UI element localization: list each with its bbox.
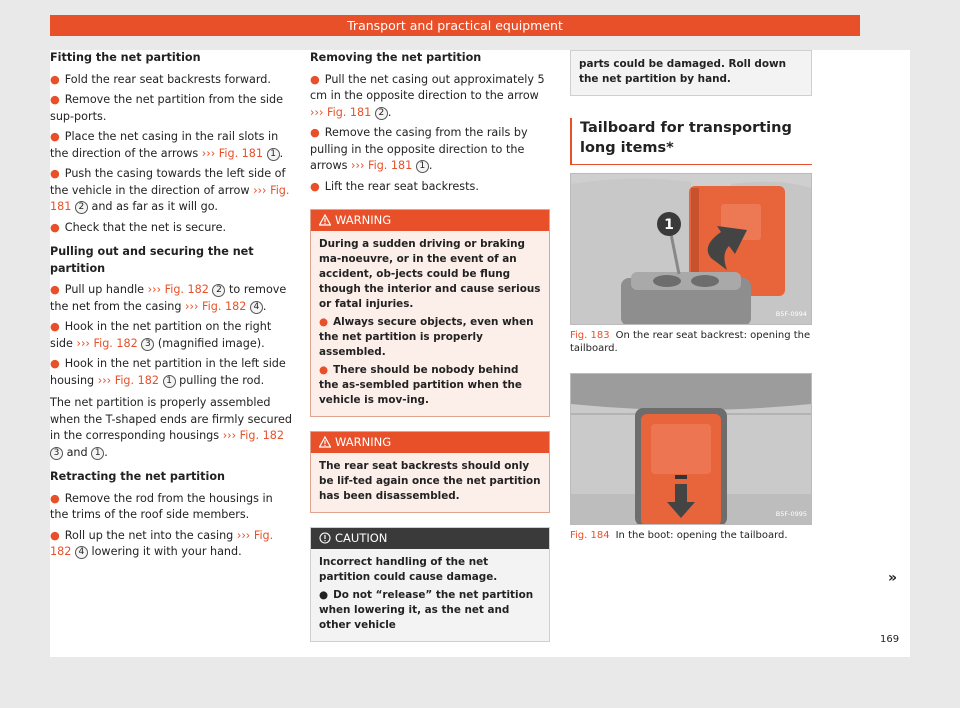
figure-code: B5F-0995 xyxy=(775,509,807,518)
warning-triangle-icon xyxy=(319,214,331,226)
bullet-icon: ● xyxy=(50,130,60,143)
caution-circle-icon xyxy=(319,532,331,544)
bullet-icon: ● xyxy=(310,72,320,86)
warning-header: WARNING xyxy=(311,432,549,453)
list-item: ● Remove the casing from the rails by pulling in the opposite direction to the arrows ››› Fig. 181 1 . xyxy=(310,126,528,172)
figure-link[interactable]: ››› Fig. 182 xyxy=(50,528,274,558)
figure-link[interactable]: ››› Fig. 182 xyxy=(76,336,138,350)
figure-183 xyxy=(570,173,812,325)
bullet-icon: ● xyxy=(50,491,60,505)
warning-body: The rear seat backrests should only be lif-ted again once the net partition has been disassembled. xyxy=(319,460,541,502)
callout-number: 4 xyxy=(75,546,88,559)
bullet-icon: ● xyxy=(310,179,320,193)
callout-number: 1 xyxy=(163,375,176,388)
heading-removing: Removing the net partition xyxy=(310,51,482,64)
figure-code: B5F-0994 xyxy=(775,309,807,318)
figure-callout-1: 1 xyxy=(664,217,674,233)
bullet-icon: ● xyxy=(50,220,60,234)
figure-184 xyxy=(570,373,812,525)
figure-link[interactable]: ››› Fig. 182 xyxy=(97,373,159,387)
paragraph: The net partition is properly assembled when the T-shaped ends are firmly secured in the corresponding housings ››› Fig. 182 3 and 1 . xyxy=(50,396,292,459)
list-item: ● Lift the rear seat backrests. xyxy=(310,179,479,193)
warning-body: During a sudden driving or braking ma-noeuvre, or in the event of an accident, ob-jects could be flung though the interior and cause serious or fatal injuries. ● Always secure objects, even when the net partition is properly assembled. ● There should be nobody behind the as-sembled partition when the vehicle is mov-ing. xyxy=(319,238,541,406)
list-item: ● Do not “release” the net partition when lowering it, as the net and other vehicle xyxy=(319,589,534,631)
callout-number: 1 xyxy=(91,447,104,460)
list-item: ● Pull up handle ››› Fig. 182 2 to remove the net from the casing ››› Fig. 182 4 . xyxy=(50,283,287,313)
list-item: ● Place the net casing in the rail slots in the direction of the arrows ››› Fig. 181 1 . xyxy=(50,130,284,160)
page-number: 169 xyxy=(880,634,900,645)
warning-triangle-icon xyxy=(319,436,331,448)
seat-backrest-illustration xyxy=(571,174,811,325)
bullet-icon: ● xyxy=(319,589,329,601)
bullet-icon: ● xyxy=(319,316,329,328)
callout-number: 2 xyxy=(375,107,388,120)
warning-box xyxy=(310,431,550,513)
warning-box xyxy=(310,209,550,417)
bullet-icon: ● xyxy=(50,320,60,333)
bullet-icon: ● xyxy=(50,528,60,542)
list-item: ● Roll up the net into the casing ››› Fig. 182 4 lowering it with your hand. xyxy=(50,528,274,558)
callout-number: 3 xyxy=(50,447,63,460)
figure-link[interactable]: ››› Fig. 182 xyxy=(222,429,284,442)
list-item: ● Fold the rear seat backrests forward. xyxy=(50,72,271,86)
page-header: Transport and practical equipment xyxy=(50,15,860,36)
heading-fitting: Fitting the net partition xyxy=(50,51,201,64)
callout-number: 3 xyxy=(141,338,154,351)
section-title: Tailboard for transporting long items* xyxy=(570,118,812,165)
list-item: ● Remove the net partition from the side sup-ports. xyxy=(50,93,284,123)
heading-pulling: Pulling out and securing the net partition xyxy=(50,245,254,275)
warning-header: WARNING xyxy=(311,210,549,231)
figure-link[interactable]: ››› Fig. 182 xyxy=(147,283,209,296)
callout-number: 1 xyxy=(267,148,280,161)
figure-link[interactable]: ››› Fig. 181 xyxy=(310,105,372,119)
list-item: ● There should be nobody behind the as-sembled partition when the vehicle is mov-ing. xyxy=(319,364,522,406)
caution-body: parts could be damaged. Roll down the net partition by hand. xyxy=(579,58,786,85)
figure-caption: Fig. 184 In the boot: opening the tailboard. xyxy=(570,530,788,541)
caution-body: Incorrect handling of the net partition could cause damage. ● Do not “release” the net partition when lowering it, as the net and other vehicle xyxy=(311,549,549,641)
figure-link[interactable]: ››› Fig. 182 xyxy=(185,299,247,313)
callout-number: 4 xyxy=(250,301,263,314)
callout-number: 2 xyxy=(75,201,88,214)
bullet-icon: ● xyxy=(310,126,320,139)
list-item: ● Hook in the net partition on the right side ››› Fig. 182 3 (magnified image). xyxy=(50,320,272,350)
column-3 xyxy=(570,50,812,542)
list-item: ● Push the casing towards the left side of the vehicle in the direction of arrow ››› Fig. 181 2 and as far as it will go. xyxy=(50,167,290,213)
list-item: ● Check that the net is secure. xyxy=(50,220,227,234)
callout-number: 1 xyxy=(416,160,429,173)
continue-mark: » xyxy=(888,570,898,586)
bullet-icon: ● xyxy=(50,357,60,370)
heading-retracting: Retracting the net partition xyxy=(50,470,225,483)
list-item: ● Hook in the net partition in the left side housing ››› Fig. 182 1 pulling the rod. xyxy=(50,357,286,387)
caution-continued-box xyxy=(570,50,812,96)
bullet-icon: ● xyxy=(319,364,329,376)
bullet-icon: ● xyxy=(50,72,60,86)
figure-link[interactable]: ››› Fig. 181 xyxy=(201,146,264,160)
list-item: ● Remove the rod from the housings in the trims of the roof side members. xyxy=(50,491,273,521)
bullet-icon: ● xyxy=(50,283,60,296)
list-item: ● Pull the net casing out approximately 5 cm in the opposite direction to the arrow ››› Fig. 181 2 . xyxy=(310,72,545,119)
list-item: ● Always secure objects, even when the net partition is properly assembled. xyxy=(319,316,534,358)
callout-number: 2 xyxy=(212,284,225,297)
figure-caption: Fig. 183 On the rear seat backrest: opening the tailboard. xyxy=(570,330,811,354)
caution-header: CAUTION xyxy=(311,528,549,549)
boot-tailboard-illustration xyxy=(571,374,811,525)
caution-box xyxy=(310,527,550,642)
bullet-icon: ● xyxy=(50,167,60,180)
bullet-icon: ● xyxy=(50,93,60,106)
figure-link[interactable]: ››› Fig. 181 xyxy=(351,159,413,172)
figure-link[interactable]: ››› Fig. 181 xyxy=(50,183,290,213)
column-2 xyxy=(310,50,550,642)
column-1 xyxy=(50,50,293,565)
